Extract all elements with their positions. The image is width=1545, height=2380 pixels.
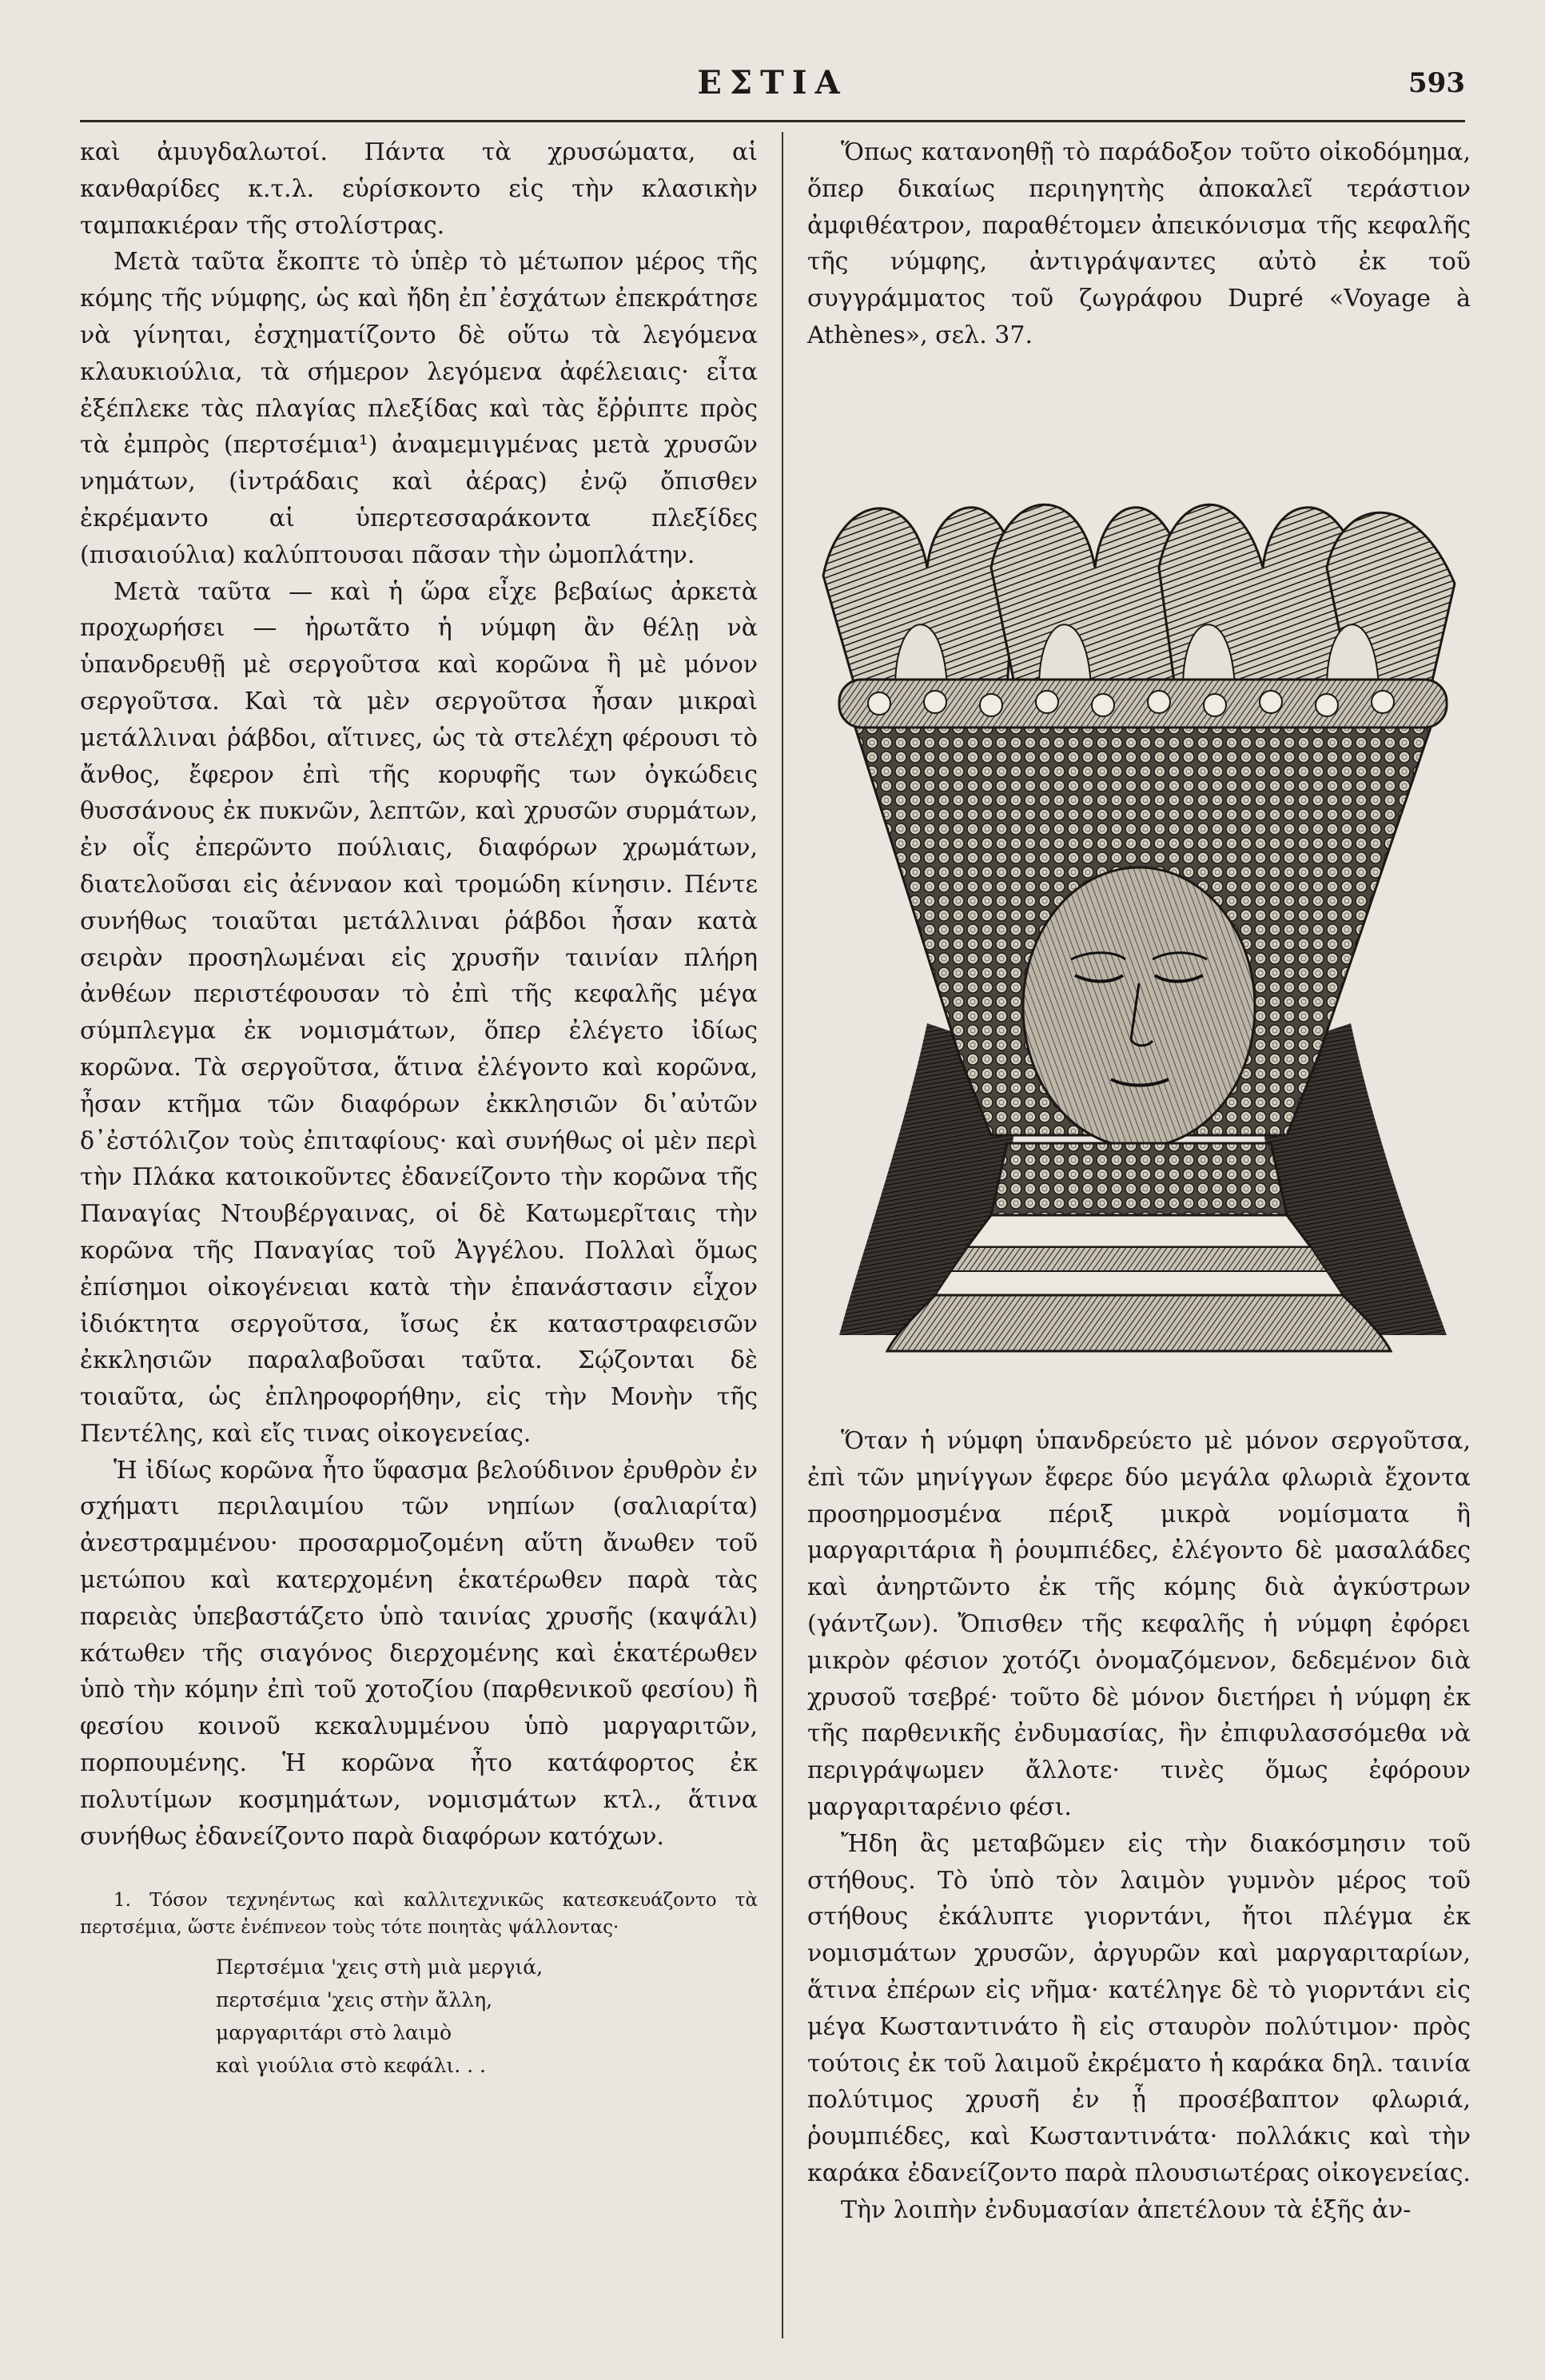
paragraph: Μετὰ ταῦτα ἔκοπτε τὸ ὑπὲρ τὸ μέτωπον μέρος τῆς κόμης τῆς νύμφης, ὡς καὶ ἤδη ἐπ᾽ἐσχάτων ἐπεκράτησε νὰ γίνηται, ἐσχηματίζοντο δὲ οὕτω τὰ λεγόμενα κλαυκιούλια, τὰ σήμερον λεγόμενα ἀφέλειαις· εἶτα ἐξέπλεκε τὰς πλαγίας πλεξίδας καὶ τὰς ἔῤῥιπτε πρὸς τὰ ἐμπρὸς (περτσέμια¹) ἀναμεμιγμένας μετὰ χρυσῶν νημάτων, (ἰντράδαις καὶ ἀέρας) ἐνῷ ὄπισθεν ἐκρέμαντο αἱ ὑπερτεσσαράκοντα πλεξίδες (πισαιούλια) καλύπτουσαι πᾶσαν τὴν ὠμοπλάτην. bbox=[80, 248, 758, 569]
bride-headdress-illustration bbox=[807, 448, 1471, 1391]
column-rule bbox=[782, 132, 783, 2338]
right-column-body bbox=[807, 1423, 1471, 2229]
paragraph: Ἤδη ἂς μεταβῶμεν εἰς τὴν διακόσμησιν τοῦ στήθους. Τὸ ὑπὸ τὸν λαιμὸν γυμνὸν μέρος τοῦ στήθους ἐκάλυπτε γιορντάνι, ἤτοι πλέγμα ἐκ νομισμάτων χρυσῶν, ἀργυρῶν καὶ μαργαριταρίων, ἅτινα ἐπέρων εἰς νῆμα· κατέληγε δὲ τὸ γιορντάνι εἰς μέγα Κωσταντινάτο ἢ εἰς σταυρὸν πολύτιμον· πρὸς τούτοις ἐκ τοῦ λαιμοῦ ἐκρέματο ἡ καράκα δηλ. ταινία πολύτιμος χρυσῆ ἐν ᾗ προσέβαπτον φλωριά, ῥουμπιέδες, καὶ Κωσταντινάτα· πολλάκις καὶ τὴν καράκα ἐδανείζοντο παρὰ πλουσιωτέρας οἰκογενείας. bbox=[807, 1829, 1471, 2187]
paragraph: Τὴν λοιπὴν ἐνδυμασίαν ἀπετέλουν τὰ ἑξῆς ἀν- bbox=[841, 2195, 1412, 2224]
right-column-intro bbox=[807, 134, 1471, 354]
paragraph: Ὅταν ἡ νύμφη ὑπανδρεύετο μὲ μόνον σεργοῦτσα, ἐπὶ τῶν μηνίγγων ἔφερε δύο μεγάλα φλωριὰ ἔχοντα προσηρμοσμένα πέριξ μικρὰ νομίσματα ἢ μαργαριτάρια ἢ ῥουμπιέδες, ἐλέγοντο δὲ μασαλάδες καὶ ἀνηρτῶντο ἐκ τῆς κόμης διὰ ἀγκύστρων (γάντζων). Ὄπισθεν τῆς κεφαλῆς ἡ νύμφη ἐφόρει μικρὸν φέσιον χοτόζι ὀνομαζόμενον, δεδεμένον διὰ χρυσοῦ τσεβρέ· τοῦτο δὲ μόνον διετήρει ἡ νύμφη ἐκ τῆς παρθενικῆς ἐνδυμασίας, ἣν ἐπιφυλασσόμεθα νὰ περιγράψωμεν ἄλλοτε· τινὲς ὅμως ἐφόρουν μαργαριταρένιο φέσι. bbox=[807, 1427, 1471, 1821]
verse-line: μαργαριτάρι στὸ λαιμὸ bbox=[216, 2021, 452, 2045]
footnote-block bbox=[80, 1887, 758, 2082]
paragraph: Μετὰ ταῦτα — καὶ ἡ ὥρα εἶχε βεβαίως ἀρκετὰ προχωρήσει — ἠρωτᾶτο ἡ νύμφη ἂν θέλῃ νὰ ὑπανδρευθῇ μὲ σεργοῦτσα καὶ κορῶνα ἢ μὲ μόνον σεργοῦτσα. Καὶ τὰ μὲν σεργοῦτσα ἦσαν μικραὶ μετάλλιναι ῥάβδοι, αἵτινες, ὡς τὰ στελέχη φέρουσι τὸ ἄνθος, ἔφερον ἐπὶ τῆς κορυφῆς των ὀγκώδεις θυσσάνους ἐκ πυκνῶν, λεπτῶν, καὶ χρυσῶν συρμάτων, ἐν οἷς ἐπερῶντο πούλιαις, διαφόρων χρωμάτων, διατελοῦσαι εἰς ἀένναον καὶ τρομώδη κίνησιν. Πέντε συνήθως τοιαῦται μετάλλιναι ῥάβδοι ἦσαν κατὰ σειρὰν προσηλωμέναι εἰς χρυσῆν ταινίαν πλήρη ἀνθέων περιστέφουσαν τὸ ἐπὶ τῆς κεφαλῆς μέγα σύμπλεγμα ἐκ νομισμάτων, ὅπερ ἐλέγετο ἰδίως κορῶνα. Τὰ σεργοῦτσα, ἅτινα ἐλέγοντο καὶ κορῶνα, ἦσαν κτῆμα τῶν διαφόρων ἐκκλησιῶν δι᾽αὐτῶν δ᾽ἐστόλιζον τοὺς ἐπιταφίους· καὶ συνήθως οἱ μὲν περὶ τὴν Πλάκα κατοικοῦντες ἐδανείζοντο τὴν κορῶνα τῆς Παναγίας Ντουβέργαινας, οἱ δὲ Κατωμερῖταις τὴν κορῶνα τῆς Παναγίας τοῦ Ἀγγέλου. Πολλαὶ ὅμως ἐπίσημοι οἰκογένειαι κατὰ τὴν ἐπανάστασιν εἶχον ἰδιόκτητα σεργοῦτσα, ἴσως ἐκ καταστραφεισῶν ἐκκλησιῶν παραλαβοῦσαι ταῦτα. Σῴζονται δὲ τοιαῦτα, ὡς ἐπληροφορήθην, εἰς τὴν Μονὴν τῆς Πεντέλης, καὶ εἴς τινας οἰκογενείας. bbox=[80, 577, 758, 1448]
paragraph: καὶ ἀμυγδαλωτοί. Πάντα τὰ χρυσώματα, αἱ κανθαρίδες κ.τ.λ. εὑρίσκοντο εἰς τὴν κλασικὴν ταμπακιέραν τῆς στολίστρας. bbox=[80, 138, 758, 240]
page-number: 593 bbox=[1408, 67, 1465, 99]
verse-line: περτσέμια 'χεις στὴν ἄλλη, bbox=[216, 1988, 493, 2012]
verse-line: Περτσέμια 'χεις στὴ μιὰ μεργιά, bbox=[216, 1955, 544, 1979]
left-column bbox=[80, 134, 758, 2082]
journal-title: ΕΣΤΙΑ bbox=[697, 64, 848, 102]
paragraph: Ἡ ἰδίως κορῶνα ἦτο ὕφασμα βελούδινον ἐρυθρὸν ἐν σχήματι περιλαιμίου τῶν νηπίων (σαλιαρίτα) ἀνεστραμμένου· προσαρμοζομένη αὕτη ἄνωθεν τοῦ μετώπου καὶ κατερχομένη ἑκατέρωθεν παρὰ τὰς παρειὰς ὑπεβαστάζετο ὑπὸ ταινίας χρυσῆς (καψάλι) κάτωθεν τῆς σιαγόνος διερχομένης καὶ ἑκατέρωθεν ὑπὸ τὴν κόμην ἐπὶ τοῦ χοτοζίου (παρθενικοῦ φεσίου) ἢ φεσίου κοινοῦ κεκαλυμμένου ὑπὸ μαργαριτῶν, πορπουμένης. Ἡ κορῶνα ἦτο κατάφορτος ἐκ πολυτίμων κοσμημάτων, νομισμάτων κτλ., ἅτινα συνήθως ἐδανείζοντο παρὰ διαφόρων κατόχων. bbox=[80, 1456, 758, 1851]
verse-block bbox=[216, 1951, 758, 2082]
footnote: 1. Τόσον τεχνηέντως καὶ καλλιτεχνικῶς κατεσκευάζοντο τὰ περτσέμια, ὥστε ἐνέπνεον τοὺς τότε ποιητὰς ψάλλοντας· bbox=[80, 1890, 758, 1939]
paragraph: Ὅπως κατανοηθῇ τὸ παράδοξον τοῦτο οἰκοδόμημα, ὅπερ δικαίως περιηγητὴς ἀποκαλεῖ τεράστιον ἀμφιθέατρον, παραθέτομεν ἀπεικόνισμα τῆς κεφαλῆς τῆς νύμφης, ἀντιγράψαντες αὐτὸ ἐκ τοῦ συγγράμματος τοῦ ζωγράφου Dupré «Voyage à Athènes», σελ. 37. bbox=[807, 138, 1471, 349]
running-header bbox=[80, 56, 1465, 122]
verse-line: καὶ γιούλια στὸ κεφάλι. . . bbox=[216, 2054, 486, 2078]
